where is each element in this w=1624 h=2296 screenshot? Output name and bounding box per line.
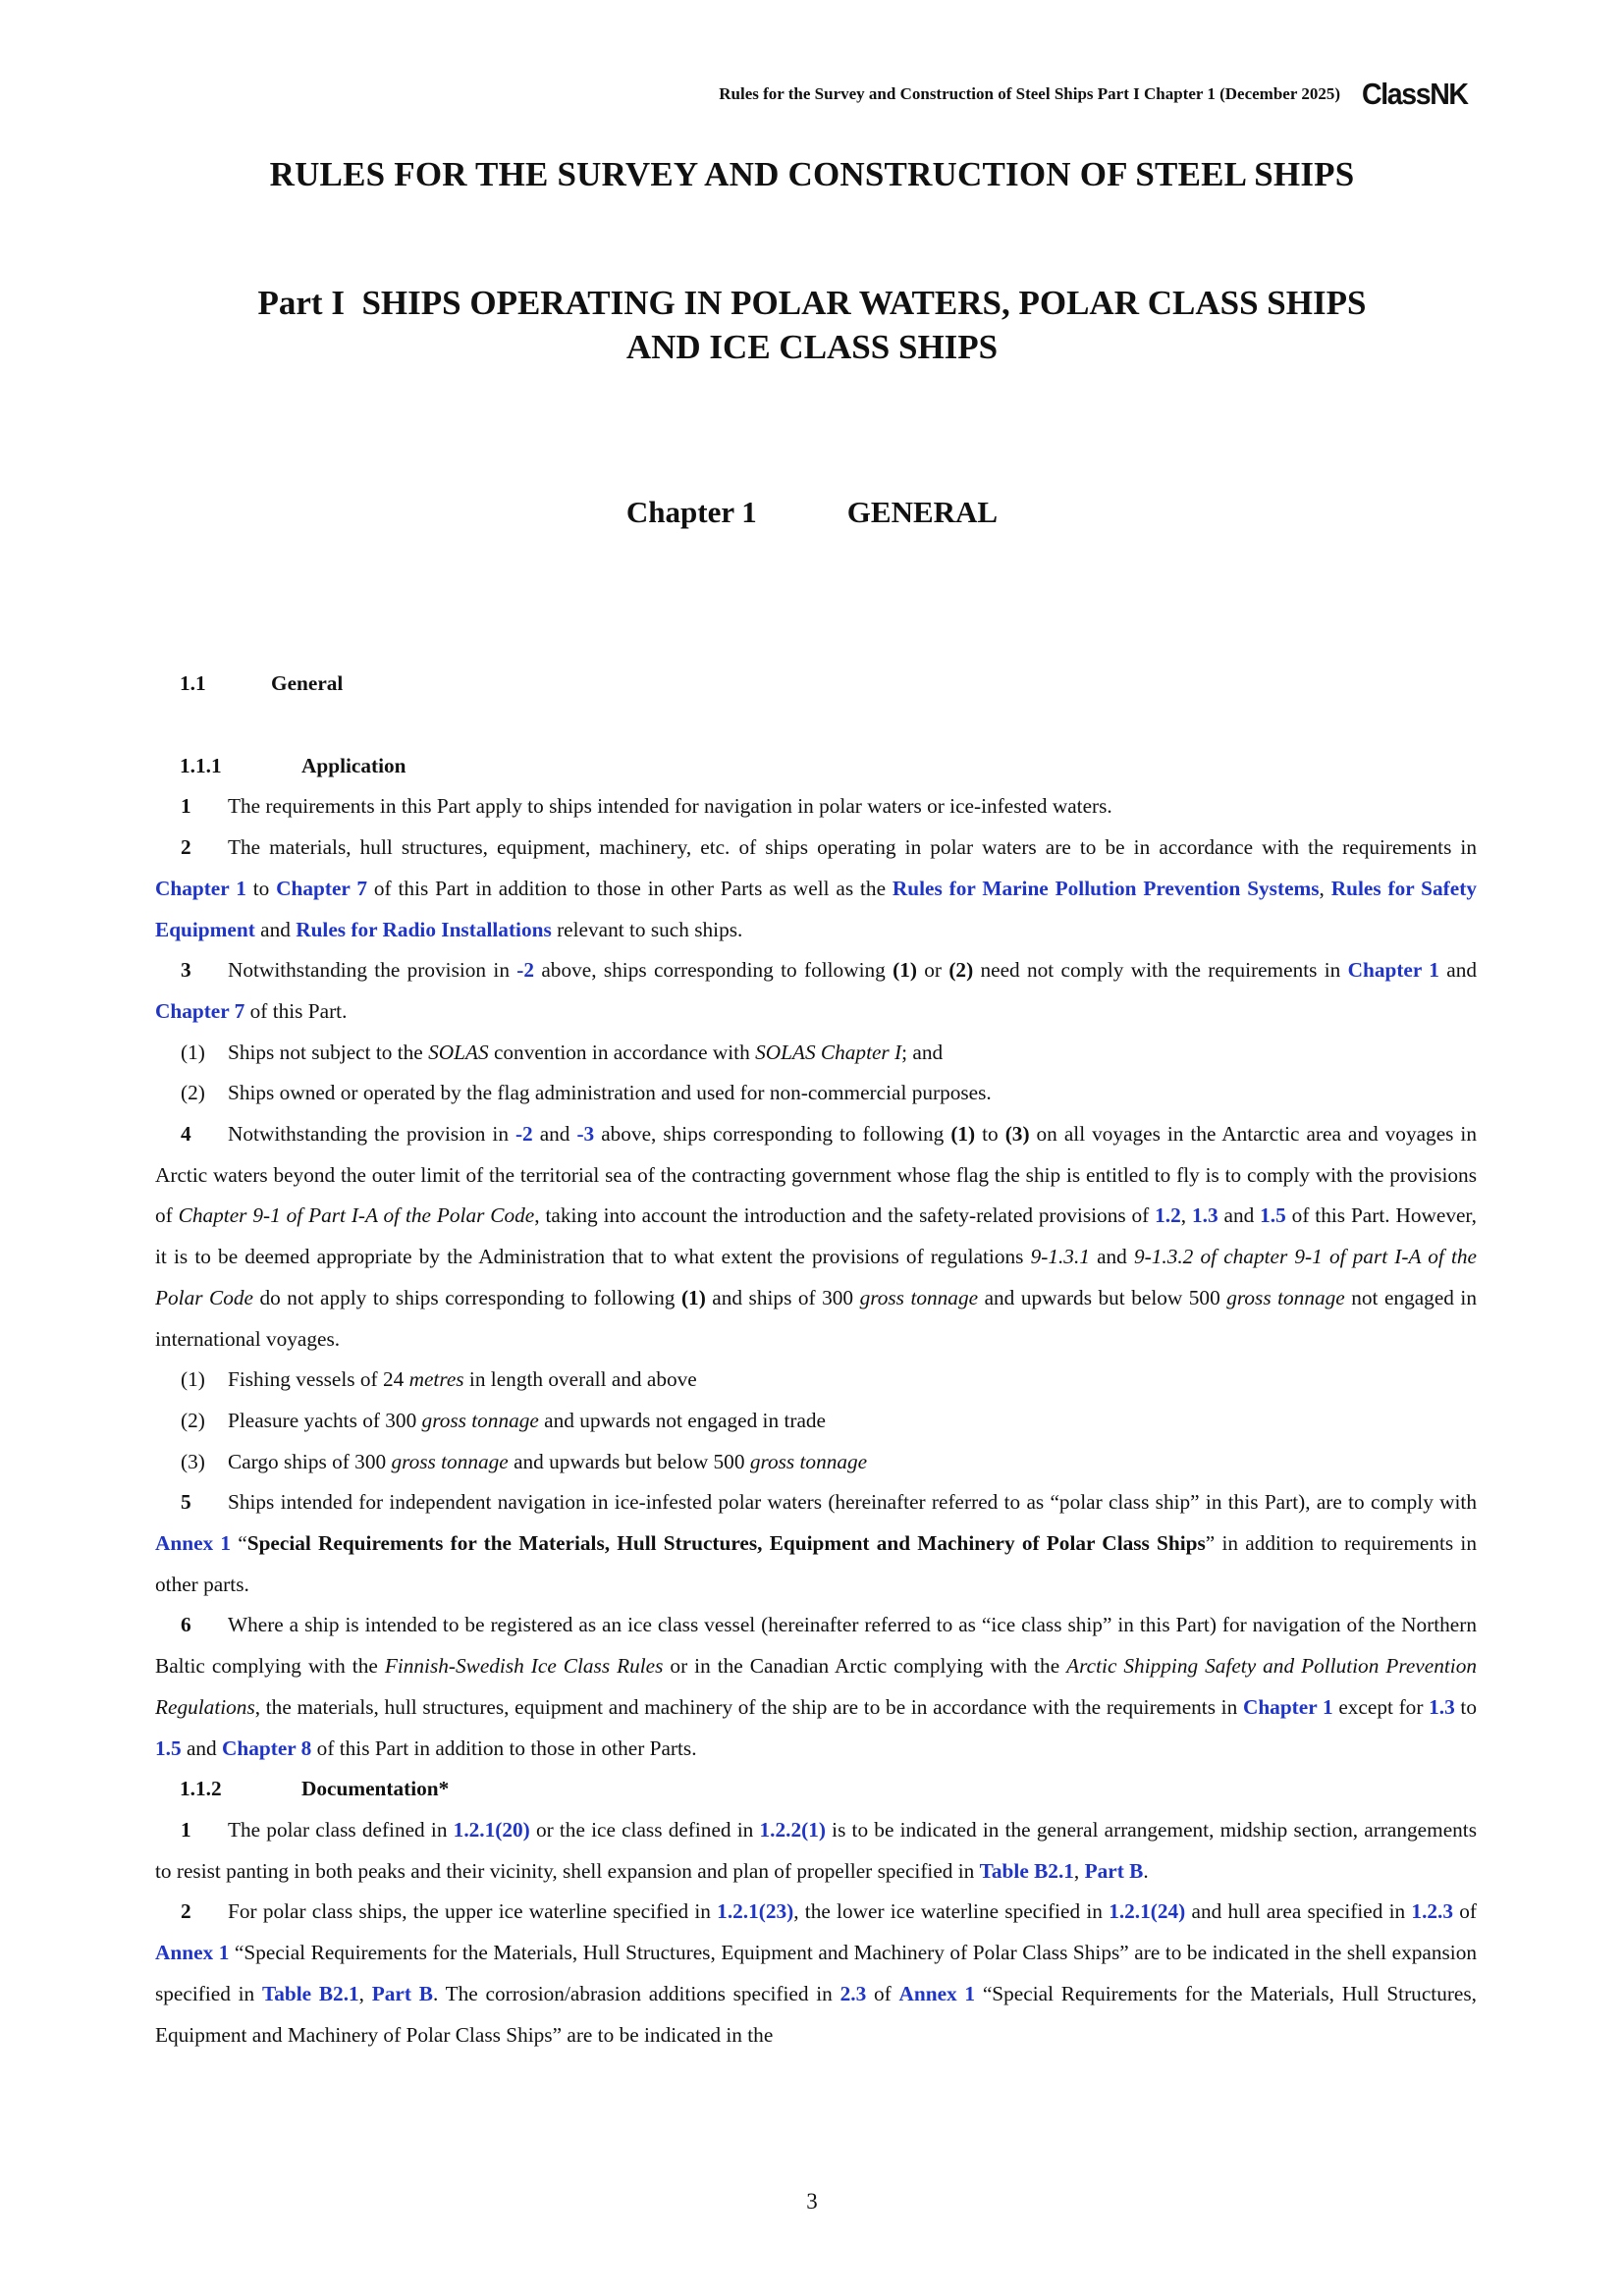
section-heading-1-1: 1.1 General — [180, 671, 344, 695]
paragraph-1-1-1-5: 5 Ships intended for independent navigation in ice-infested polar waters (hereinafter referred to as “polar class ship” in this Part), are to comply with Annex 1 “Special Requirements for the Materials, Hull Structures, Equipment and Machinery of Polar Class Ships” in addition to requirements in other parts. — [155, 1490, 1477, 1596]
part-title-line-1: Part I SHIPS OPERATING IN POLAR WATERS, POLAR CLASS SHIPS — [257, 284, 1367, 322]
chapter-title — [0, 495, 1624, 530]
link-1-5[interactable]: 1.5 — [155, 1735, 182, 1760]
list-item: (1) Ships not subject to the SOLAS convention in accordance with SOLAS Chapter I; and — [181, 1040, 944, 1064]
paragraph-1-1-1-1: 1 The requirements in this Part apply to ships intended for navigation in polar waters or ice-infested waters. — [181, 794, 1112, 819]
link-annex-1[interactable]: Annex 1 — [155, 1531, 232, 1556]
link-chapter-1[interactable]: Chapter 1 — [1242, 1694, 1333, 1719]
part-title-line-2: AND ICE CLASS SHIPS — [625, 328, 999, 366]
link-part-b[interactable]: Part B — [371, 1981, 433, 2005]
list-item: (3) Cargo ships of 300 gross tonnage and upwards but below 500 gross tonnage — [181, 1449, 868, 1473]
link-annex-1[interactable]: Annex 1 — [155, 1941, 230, 1965]
paragraph-1-1-1-3: 3 Notwithstanding the provision in -2 above, ships corresponding to following (1) or (2) need not comply with the requirements in Chapter 1 and Chapter 7 of this Part. — [155, 958, 1477, 1023]
link-chapter-7[interactable]: Chapter 7 — [155, 998, 245, 1023]
body-text — [155, 664, 1477, 2056]
section-heading-1-1-2: 1.1.2 Documentation* — [180, 1777, 450, 1801]
paragraph-1-1-1-6: 6 Where a ship is intended to be registered as an ice class vessel (hereinafter referred to as “ice class ship” in this Part) for navigation of the Northern Baltic complying with the Finnish-Swedish Ice Class Rules or in the Canadian Arctic complying with the Arctic Shipping Safety and Pollution Prevention Regulations, the materials, hull structures, equipment and machinery of the ship are to be in accordance with the requirements in Chapter 1 except for 1.3 to 1.5 and Chapter 8 of this Part in addition to those in other Parts. — [155, 1613, 1477, 1760]
chapter-number: Chapter 1 — [625, 495, 757, 529]
link-2-3[interactable]: 2.3 — [839, 1981, 867, 2005]
paragraph-1-1-2-1: 1 The polar class defined in 1.2.1(20) or the ice class defined in 1.2.2(1) is to be indicated in the general arrangement, midship section, arrangements to resist panting in both peaks and their vicinity, shell expansion and plan of propeller specified in Table B2.1, Part B. — [155, 1817, 1477, 1883]
link-para-2[interactable]: -2 — [516, 958, 535, 983]
link-annex-1[interactable]: Annex 1 — [898, 1981, 976, 2005]
link-chapter-1[interactable]: Chapter 1 — [155, 876, 246, 900]
paragraph-1-1-1-4: 4 Notwithstanding the provision in -2 and -3 above, ships corresponding to following (1) to (3) on all voyages in the Antarctic area and voyages in Arctic waters beyond the outer limit of the territorial sea of the contracting government whose flag the ship is entitled to fly is to comply with the provisions of Chapter 9-1 of Part I-A of the Polar Code, taking into account the introduction and the safety-related provisions of 1.2, 1.3 and 1.5 of this Part. However, it is to be deemed appropriate by the Administration that to what extent the provisions of regulations 9-1.3.1 and 9-1.3.2 of chapter 9-1 of part I-A of the Polar Code do not apply to ships corresponding to following (1) and ships of 300 gross tonnage and upwards but below 500 gross tonnage not engaged in international voyages. — [155, 1122, 1477, 1351]
page-header — [719, 77, 1477, 112]
link-safety-equipment-rules[interactable]: Rules for Safety Equipment — [155, 876, 1477, 941]
chapter-name: GENERAL — [846, 495, 999, 529]
link-1-5[interactable]: 1.5 — [1260, 1203, 1286, 1228]
link-table-b2-1[interactable]: Table B2.1 — [261, 1981, 359, 2005]
link-para-2[interactable]: -2 — [514, 1122, 533, 1147]
link-1-3[interactable]: 1.3 — [1429, 1694, 1455, 1719]
list-item: (2) Pleasure yachts of 300 gross tonnage and upwards not engaged in trade — [181, 1408, 827, 1432]
link-radio-installations-rules[interactable]: Rules for Radio Installations — [296, 917, 552, 941]
link-1-2-1-23[interactable]: 1.2.1(23) — [717, 1899, 794, 1924]
document-title: RULES FOR THE SURVEY AND CONSTRUCTION OF STEEL SHIPS — [269, 155, 1355, 193]
paragraph-1-1-1-2: 2 The materials, hull structures, equipment, machinery, etc. of ships operating in polar waters are to be in accordance with the requirements in Chapter 1 to Chapter 7 of this Part in addition to those in other Parts as well as the Rules for Marine Pollution Prevention Systems, Rules for Safety Equipment and Rules for Radio Installations relevant to such ships. — [155, 835, 1477, 941]
link-1-2-1-20[interactable]: 1.2.1(20) — [453, 1817, 530, 1842]
link-part-b[interactable]: Part B — [1084, 1858, 1144, 1883]
link-marine-pollution-rules[interactable]: Rules for Marine Pollution Prevention Systems — [892, 876, 1320, 900]
classnk-logo: ClassNK — [1362, 77, 1468, 111]
link-1-2[interactable]: 1.2 — [1155, 1203, 1181, 1228]
paragraph-1-1-2-2: 2 For polar class ships, the upper ice waterline specified in 1.2.1(23), the lower ice waterline specified in 1.2.1(24) and hull area specified in 1.2.3 of Annex 1 “Special Requirements for the Materials, Hull Structures, Equipment and Machinery of Polar Class Ships” are to be indicated in the shell expansion specified in Table B2.1, Part B. The corrosion/abrasion additions specified in 2.3 of Annex 1 “Special Requirements for the Materials, Hull Structures, Equipment and Machinery of Polar Class Ships” are to be indicated in the — [155, 1899, 1477, 2047]
part-title — [147, 281, 1477, 369]
running-head: Rules for the Survey and Construction of Steel Ships Part I Chapter 1 (December 2025) — [719, 84, 1340, 103]
link-chapter-7[interactable]: Chapter 7 — [276, 876, 368, 900]
link-1-2-1-24[interactable]: 1.2.1(24) — [1109, 1899, 1186, 1924]
link-para-3[interactable]: -3 — [576, 1122, 595, 1147]
section-heading-1-1-1: 1.1.1 Application — [180, 753, 406, 777]
link-table-b2-1[interactable]: Table B2.1 — [979, 1858, 1074, 1883]
link-1-2-2-1[interactable]: 1.2.2(1) — [759, 1817, 826, 1842]
list-item: (2) Ships owned or operated by the flag administration and used for non-commercial purposes. — [181, 1081, 992, 1105]
link-chapter-8[interactable]: Chapter 8 — [222, 1735, 312, 1760]
page-number: 3 — [806, 2189, 818, 2214]
link-1-3[interactable]: 1.3 — [1192, 1203, 1218, 1228]
link-chapter-1[interactable]: Chapter 1 — [1347, 958, 1439, 983]
link-1-2-3[interactable]: 1.2.3 — [1411, 1899, 1454, 1924]
list-item: (1) Fishing vessels of 24 metres in length overall and above — [181, 1367, 697, 1392]
